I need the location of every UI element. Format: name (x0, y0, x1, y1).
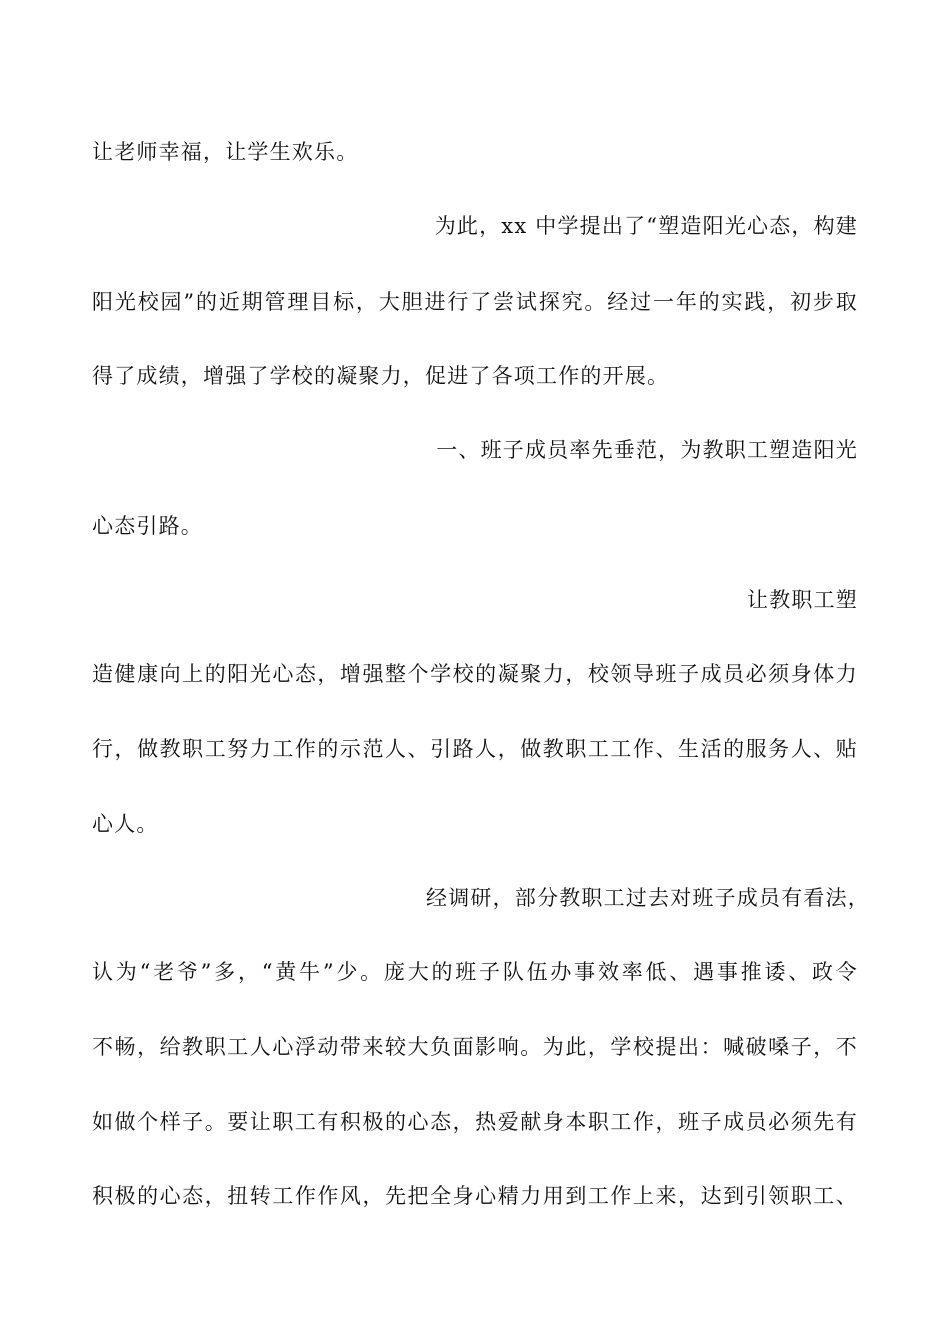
text-line-7: 让教职工塑 (747, 588, 858, 612)
text-line-9: 行，做教职工努力工作的示范人、引路人，做教职工工作、生活的服务人、贴 (92, 737, 858, 761)
text-line-1: 让老师幸福，让学生欢乐。 (92, 140, 359, 164)
text-line-4: 得了成绩，增强了学校的凝聚力，促进了各项工作的开展。 (92, 364, 670, 388)
section-heading-1-cont: 心态引路。 (92, 514, 203, 538)
text-line-12: 认为“老爷”多，“黄牛”少。庞大的班子队伍办事效率低、遇事推诿、政令 (92, 960, 858, 984)
text-line-13: 不畅，给教职工人心浮动带来较大负面影响。为此，学校提出：喊破嗓子，不 (92, 1035, 858, 1059)
text-line-15: 积极的心态，扭转工作作风，先把全身心精力用到工作上来，达到引领职工、 (92, 1184, 858, 1208)
text-line-2: 为此，xx 中学提出了“塑造阳光心态，构建 (434, 214, 858, 238)
text-line-3: 阳光校园”的近期管理目标，大胆进行了尝试探究。经过一年的实践，初步取 (92, 290, 858, 314)
text-line-10: 心人。 (92, 812, 159, 836)
text-line-11: 经调研，部分教职工过去对班子成员有看法， (426, 886, 870, 910)
text-line-8: 造健康向上的阳光心态，增强整个学校的凝聚力，校领导班子成员必须身体力 (92, 662, 858, 686)
text-line-14: 如做个样子。要让职工有积极的心态，热爱献身本职工作，班子成员必须先有 (92, 1110, 858, 1134)
section-heading-1: 一、班子成员率先垂范，为教职工塑造阳光 (436, 438, 858, 462)
